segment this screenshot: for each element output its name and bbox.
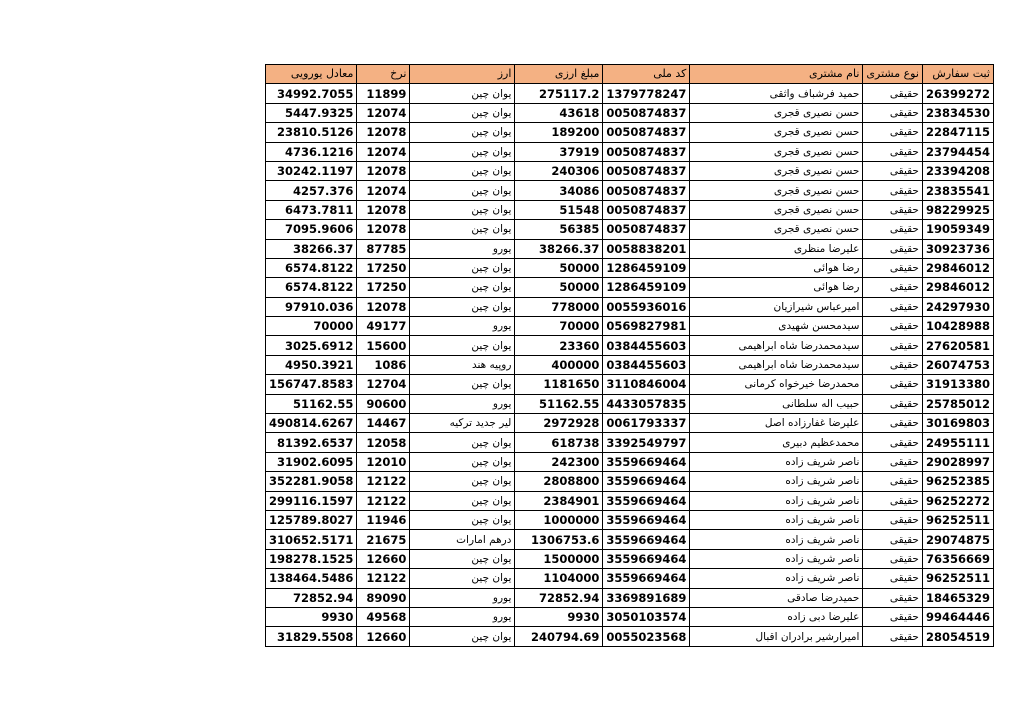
- currency-amount-cell: 1000000: [515, 510, 603, 529]
- table-row: [266, 181, 994, 200]
- rate-cell: 12074: [357, 103, 410, 122]
- currency-cell: یورو: [410, 607, 515, 626]
- order-registration-cell: 96252385: [922, 472, 993, 491]
- euro-equivalent-cell: 352281.9058: [266, 472, 357, 491]
- euro-equivalent-cell: 51162.55: [266, 394, 357, 413]
- currency-cell: یوان چین: [410, 472, 515, 491]
- currency-amount-cell: 242300: [515, 452, 603, 471]
- order-registration-cell: 96252272: [922, 491, 993, 510]
- currency-cell: روپیه هند: [410, 355, 515, 374]
- order-registration-cell: 30169803: [922, 414, 993, 433]
- national-code-cell: 1379778247: [603, 84, 690, 103]
- currency-cell: یوان چین: [410, 569, 515, 588]
- national-code-cell: 0061793337: [603, 414, 690, 433]
- euro-equivalent-cell: 125789.8027: [266, 510, 357, 529]
- euro-equivalent-cell: 81392.6537: [266, 433, 357, 452]
- currency-amount-cell: 34086: [515, 181, 603, 200]
- table-row: [266, 103, 994, 122]
- customer-type-cell: حقیقی: [863, 414, 923, 433]
- euro-equivalent-cell: 4257.376: [266, 181, 357, 200]
- table-row: [266, 200, 994, 219]
- rate-cell: 12058: [357, 433, 410, 452]
- currency-cell: یوان چین: [410, 142, 515, 161]
- order-registration-cell: 31913380: [922, 375, 993, 394]
- table-row: [266, 569, 994, 588]
- currency-cell: یوان چین: [410, 336, 515, 355]
- customer-type-cell: حقیقی: [863, 258, 923, 277]
- currency-cell: یورو: [410, 588, 515, 607]
- table-row: [266, 278, 994, 297]
- table-row: [266, 142, 994, 161]
- euro-equivalent-cell: 34992.7055: [266, 84, 357, 103]
- rate-cell: 17250: [357, 278, 410, 297]
- customer-name-cell: ناصر شریف زاده: [690, 491, 863, 510]
- currency-amount-cell: 618738: [515, 433, 603, 452]
- currency-amount-cell: 189200: [515, 123, 603, 142]
- customer-name-cell: حمیدرضا صادقی: [690, 588, 863, 607]
- national-code-cell: 3559669464: [603, 472, 690, 491]
- euro-equivalent-cell: 299116.1597: [266, 491, 357, 510]
- currency-amount-cell: 778000: [515, 297, 603, 316]
- customer-type-cell: حقیقی: [863, 394, 923, 413]
- customer-type-cell: حقیقی: [863, 142, 923, 161]
- national-code-cell: 0050874837: [603, 103, 690, 122]
- table-row: [266, 355, 994, 374]
- euro-equivalent-cell: 138464.5486: [266, 569, 357, 588]
- customer-name-cell: حسن نصیری قجری: [690, 161, 863, 180]
- customer-type-cell: حقیقی: [863, 200, 923, 219]
- euro-equivalent-cell: 6574.8122: [266, 258, 357, 277]
- national-code-cell: 0050874837: [603, 161, 690, 180]
- table-row: [266, 607, 994, 626]
- customer-name-cell: سیدمحمدرضا شاه ابراهیمی: [690, 336, 863, 355]
- rate-cell: 12660: [357, 549, 410, 568]
- customer-name-cell: محمدرضا خیرخواه کرمانی: [690, 375, 863, 394]
- rate-cell: 11946: [357, 510, 410, 529]
- currency-cell: یوان چین: [410, 510, 515, 529]
- order-registration-cell: 29846012: [922, 278, 993, 297]
- customer-name-cell: ناصر شریف زاده: [690, 549, 863, 568]
- table-row: [266, 414, 994, 433]
- currency-cell: درهم امارات: [410, 530, 515, 549]
- order-registration-cell: 24297930: [922, 297, 993, 316]
- customer-name-cell: حسن نصیری قجری: [690, 103, 863, 122]
- currency-amount-cell: 51162.55: [515, 394, 603, 413]
- national-code-cell: 0055023568: [603, 627, 690, 646]
- currency-amount-cell: 72852.94: [515, 588, 603, 607]
- customer-name-cell: محمدعظیم دبیری: [690, 433, 863, 452]
- currency-amount-cell: 23360: [515, 336, 603, 355]
- header-rate: نرخ: [357, 65, 410, 84]
- currency-cell: یوان چین: [410, 433, 515, 452]
- customer-name-cell: حسن نصیری قجری: [690, 123, 863, 142]
- currency-cell: یوان چین: [410, 103, 515, 122]
- table-row: [266, 510, 994, 529]
- customer-type-cell: حقیقی: [863, 336, 923, 355]
- currency-cell: یوان چین: [410, 627, 515, 646]
- currency-cell: یوان چین: [410, 84, 515, 103]
- euro-equivalent-cell: 23810.5126: [266, 123, 357, 142]
- customer-name-cell: ناصر شریف زاده: [690, 452, 863, 471]
- euro-equivalent-cell: 31829.5508: [266, 627, 357, 646]
- order-registration-cell: 26399272: [922, 84, 993, 103]
- euro-equivalent-cell: 3025.6912: [266, 336, 357, 355]
- header-customer-type: نوع مشتری: [863, 65, 923, 84]
- customer-type-cell: حقیقی: [863, 472, 923, 491]
- euro-equivalent-cell: 6473.7811: [266, 200, 357, 219]
- customer-type-cell: حقیقی: [863, 375, 923, 394]
- customer-name-cell: حبیب اله سلطانی: [690, 394, 863, 413]
- rate-cell: 21675: [357, 530, 410, 549]
- euro-equivalent-cell: 310652.5171: [266, 530, 357, 549]
- national-code-cell: 3392549797: [603, 433, 690, 452]
- table-row: [266, 84, 994, 103]
- euro-equivalent-cell: 198278.1525: [266, 549, 357, 568]
- customer-type-cell: حقیقی: [863, 549, 923, 568]
- customer-type-cell: حقیقی: [863, 297, 923, 316]
- customer-name-cell: رضا هوائی: [690, 258, 863, 277]
- table-row: [266, 549, 994, 568]
- currency-cell: یوان چین: [410, 258, 515, 277]
- euro-equivalent-cell: 7095.9606: [266, 220, 357, 239]
- header-currency: ارز: [410, 65, 515, 84]
- order-registration-cell: 76356669: [922, 549, 993, 568]
- order-registration-cell: 18465329: [922, 588, 993, 607]
- euro-equivalent-cell: 72852.94: [266, 588, 357, 607]
- order-registration-cell: 28054519: [922, 627, 993, 646]
- customer-name-cell: سیدمحمدرضا شاه ابراهیمی: [690, 355, 863, 374]
- table-row: [266, 161, 994, 180]
- currency-cell: یوان چین: [410, 161, 515, 180]
- table-row: [266, 123, 994, 142]
- rate-cell: 12078: [357, 161, 410, 180]
- rate-cell: 12078: [357, 123, 410, 142]
- customer-name-cell: ناصر شریف زاده: [690, 472, 863, 491]
- currency-amount-cell: 56385: [515, 220, 603, 239]
- rate-cell: 12660: [357, 627, 410, 646]
- rate-cell: 12122: [357, 491, 410, 510]
- euro-equivalent-cell: 9930: [266, 607, 357, 626]
- national-code-cell: 0058838201: [603, 239, 690, 258]
- table-row: [266, 472, 994, 491]
- table-row: [266, 317, 994, 336]
- national-code-cell: 3559669464: [603, 491, 690, 510]
- currency-cell: یوان چین: [410, 549, 515, 568]
- rate-cell: 17250: [357, 258, 410, 277]
- customer-type-cell: حقیقی: [863, 607, 923, 626]
- national-code-cell: 1286459109: [603, 258, 690, 277]
- currency-amount-cell: 1306753.6: [515, 530, 603, 549]
- national-code-cell: 3559669464: [603, 530, 690, 549]
- table-row: [266, 394, 994, 413]
- currency-cell: لیر جدید ترکیه: [410, 414, 515, 433]
- customer-type-cell: حقیقی: [863, 452, 923, 471]
- euro-equivalent-cell: 30242.1197: [266, 161, 357, 180]
- customer-name-cell: حسن نصیری قجری: [690, 220, 863, 239]
- header-order-registration: ثبت سفارش: [922, 65, 993, 84]
- rate-cell: 15600: [357, 336, 410, 355]
- customer-type-cell: حقیقی: [863, 588, 923, 607]
- national-code-cell: 0055936016: [603, 297, 690, 316]
- rate-cell: 12122: [357, 569, 410, 588]
- rate-cell: 11899: [357, 84, 410, 103]
- national-code-cell: 0050874837: [603, 142, 690, 161]
- currency-cell: یورو: [410, 317, 515, 336]
- currency-amount-cell: 70000: [515, 317, 603, 336]
- table-row: [266, 220, 994, 239]
- euro-equivalent-cell: 6574.8122: [266, 278, 357, 297]
- national-code-cell: 3559669464: [603, 569, 690, 588]
- customer-name-cell: ناصر شریف زاده: [690, 569, 863, 588]
- order-registration-cell: 29028997: [922, 452, 993, 471]
- euro-equivalent-cell: 490814.6267: [266, 414, 357, 433]
- table-row: [266, 433, 994, 452]
- order-registration-cell: 23794454: [922, 142, 993, 161]
- currency-amount-cell: 1500000: [515, 549, 603, 568]
- header-euro-equivalent: معادل یورویی: [266, 65, 357, 84]
- table-row: [266, 627, 994, 646]
- customer-name-cell: حمید فرشباف واثقی: [690, 84, 863, 103]
- customer-type-cell: حقیقی: [863, 239, 923, 258]
- euro-equivalent-cell: 31902.6095: [266, 452, 357, 471]
- euro-equivalent-cell: 70000: [266, 317, 357, 336]
- order-registration-cell: 27620581: [922, 336, 993, 355]
- national-code-cell: 3110846004: [603, 375, 690, 394]
- rate-cell: 12078: [357, 220, 410, 239]
- customer-type-cell: حقیقی: [863, 220, 923, 239]
- customer-type-cell: حقیقی: [863, 123, 923, 142]
- table-row: [266, 297, 994, 316]
- currency-cell: یوان چین: [410, 491, 515, 510]
- orders-table: [265, 64, 994, 647]
- currency-amount-cell: 240794.69: [515, 627, 603, 646]
- rate-cell: 90600: [357, 394, 410, 413]
- table-row: [266, 258, 994, 277]
- euro-equivalent-cell: 38266.37: [266, 239, 357, 258]
- currency-cell: یوان چین: [410, 181, 515, 200]
- national-code-cell: 0384455603: [603, 355, 690, 374]
- order-registration-cell: 25785012: [922, 394, 993, 413]
- table-row: [266, 375, 994, 394]
- table-row: [266, 588, 994, 607]
- customer-type-cell: حقیقی: [863, 161, 923, 180]
- customer-name-cell: سیدمحسن شهیدی: [690, 317, 863, 336]
- order-registration-cell: 98229925: [922, 200, 993, 219]
- currency-cell: یوان چین: [410, 297, 515, 316]
- rate-cell: 12074: [357, 142, 410, 161]
- customer-name-cell: علیرضا دبی زاده: [690, 607, 863, 626]
- currency-amount-cell: 50000: [515, 278, 603, 297]
- customer-type-cell: حقیقی: [863, 181, 923, 200]
- header-currency-amount: مبلغ ارزی: [515, 65, 603, 84]
- currency-amount-cell: 38266.37: [515, 239, 603, 258]
- customer-type-cell: حقیقی: [863, 84, 923, 103]
- rate-cell: 12122: [357, 472, 410, 491]
- national-code-cell: 0050874837: [603, 200, 690, 219]
- currency-amount-cell: 240306: [515, 161, 603, 180]
- currency-amount-cell: 400000: [515, 355, 603, 374]
- rate-cell: 49568: [357, 607, 410, 626]
- customer-name-cell: امیرارشیر برادران اقبال: [690, 627, 863, 646]
- currency-cell: یوان چین: [410, 200, 515, 219]
- national-code-cell: 0050874837: [603, 181, 690, 200]
- customer-type-cell: حقیقی: [863, 510, 923, 529]
- customer-type-cell: حقیقی: [863, 317, 923, 336]
- order-registration-cell: 29846012: [922, 258, 993, 277]
- header-row: [266, 65, 994, 84]
- customer-type-cell: حقیقی: [863, 433, 923, 452]
- rate-cell: 89090: [357, 588, 410, 607]
- order-registration-cell: 23394208: [922, 161, 993, 180]
- currency-cell: یوان چین: [410, 278, 515, 297]
- currency-amount-cell: 1104000: [515, 569, 603, 588]
- euro-equivalent-cell: 4736.1216: [266, 142, 357, 161]
- customer-type-cell: حقیقی: [863, 103, 923, 122]
- euro-equivalent-cell: 97910.036: [266, 297, 357, 316]
- order-registration-cell: 26074753: [922, 355, 993, 374]
- customer-name-cell: حسن نصیری قجری: [690, 200, 863, 219]
- currency-amount-cell: 275117.2: [515, 84, 603, 103]
- table-row: [266, 452, 994, 471]
- euro-equivalent-cell: 156747.8583: [266, 375, 357, 394]
- customer-type-cell: حقیقی: [863, 627, 923, 646]
- currency-amount-cell: 9930: [515, 607, 603, 626]
- customer-name-cell: حسن نصیری قجری: [690, 181, 863, 200]
- rate-cell: 1086: [357, 355, 410, 374]
- currency-amount-cell: 37919: [515, 142, 603, 161]
- currency-cell: یوان چین: [410, 452, 515, 471]
- customer-type-cell: حقیقی: [863, 278, 923, 297]
- order-registration-cell: 23835541: [922, 181, 993, 200]
- order-registration-cell: 29074875: [922, 530, 993, 549]
- rate-cell: 14467: [357, 414, 410, 433]
- order-registration-cell: 96252511: [922, 510, 993, 529]
- national-code-cell: 3369891689: [603, 588, 690, 607]
- customer-name-cell: امیرعباس شیرازیان: [690, 297, 863, 316]
- customer-name-cell: ناصر شریف زاده: [690, 530, 863, 549]
- customer-name-cell: علیرضا منظری: [690, 239, 863, 258]
- national-code-cell: 3559669464: [603, 510, 690, 529]
- national-code-cell: 3559669464: [603, 452, 690, 471]
- customer-type-cell: حقیقی: [863, 491, 923, 510]
- euro-equivalent-cell: 4950.3921: [266, 355, 357, 374]
- header-national-code: کد ملی: [603, 65, 690, 84]
- order-registration-cell: 96252511: [922, 569, 993, 588]
- currency-amount-cell: 50000: [515, 258, 603, 277]
- currency-amount-cell: 1181650: [515, 375, 603, 394]
- currency-cell: یوان چین: [410, 220, 515, 239]
- order-registration-cell: 19059349: [922, 220, 993, 239]
- table-row: [266, 530, 994, 549]
- customer-name-cell: رضا هوائی: [690, 278, 863, 297]
- rate-cell: 49177: [357, 317, 410, 336]
- currency-cell: یورو: [410, 394, 515, 413]
- order-registration-cell: 10428988: [922, 317, 993, 336]
- table-row: [266, 336, 994, 355]
- table-row: [266, 239, 994, 258]
- national-code-cell: 0050874837: [603, 123, 690, 142]
- national-code-cell: 4433057835: [603, 394, 690, 413]
- currency-cell: یوان چین: [410, 123, 515, 142]
- customer-name-cell: حسن نصیری قجری: [690, 142, 863, 161]
- currency-amount-cell: 2384901: [515, 491, 603, 510]
- customer-type-cell: حقیقی: [863, 530, 923, 549]
- currency-amount-cell: 2808800: [515, 472, 603, 491]
- customer-type-cell: حقیقی: [863, 355, 923, 374]
- national-code-cell: 3559669464: [603, 549, 690, 568]
- table-row: [266, 491, 994, 510]
- order-registration-cell: 24955111: [922, 433, 993, 452]
- currency-cell: یورو: [410, 239, 515, 258]
- header-customer-name: نام مشتری: [690, 65, 863, 84]
- rate-cell: 12078: [357, 297, 410, 316]
- currency-amount-cell: 2972928: [515, 414, 603, 433]
- currency-amount-cell: 43618: [515, 103, 603, 122]
- rate-cell: 87785: [357, 239, 410, 258]
- national-code-cell: 1286459109: [603, 278, 690, 297]
- order-registration-cell: 99464446: [922, 607, 993, 626]
- rate-cell: 12078: [357, 200, 410, 219]
- euro-equivalent-cell: 5447.9325: [266, 103, 357, 122]
- customer-type-cell: حقیقی: [863, 569, 923, 588]
- national-code-cell: 3050103574: [603, 607, 690, 626]
- rate-cell: 12704: [357, 375, 410, 394]
- national-code-cell: 0384455603: [603, 336, 690, 355]
- rate-cell: 12010: [357, 452, 410, 471]
- national-code-cell: 0050874837: [603, 220, 690, 239]
- currency-amount-cell: 51548: [515, 200, 603, 219]
- order-registration-cell: 22847115: [922, 123, 993, 142]
- national-code-cell: 0569827981: [603, 317, 690, 336]
- currency-cell: یوان چین: [410, 375, 515, 394]
- order-registration-cell: 23834530: [922, 103, 993, 122]
- customer-name-cell: ناصر شریف زاده: [690, 510, 863, 529]
- rate-cell: 12074: [357, 181, 410, 200]
- customer-name-cell: علیرضا غفارزاده اصل: [690, 414, 863, 433]
- order-registration-cell: 30923736: [922, 239, 993, 258]
